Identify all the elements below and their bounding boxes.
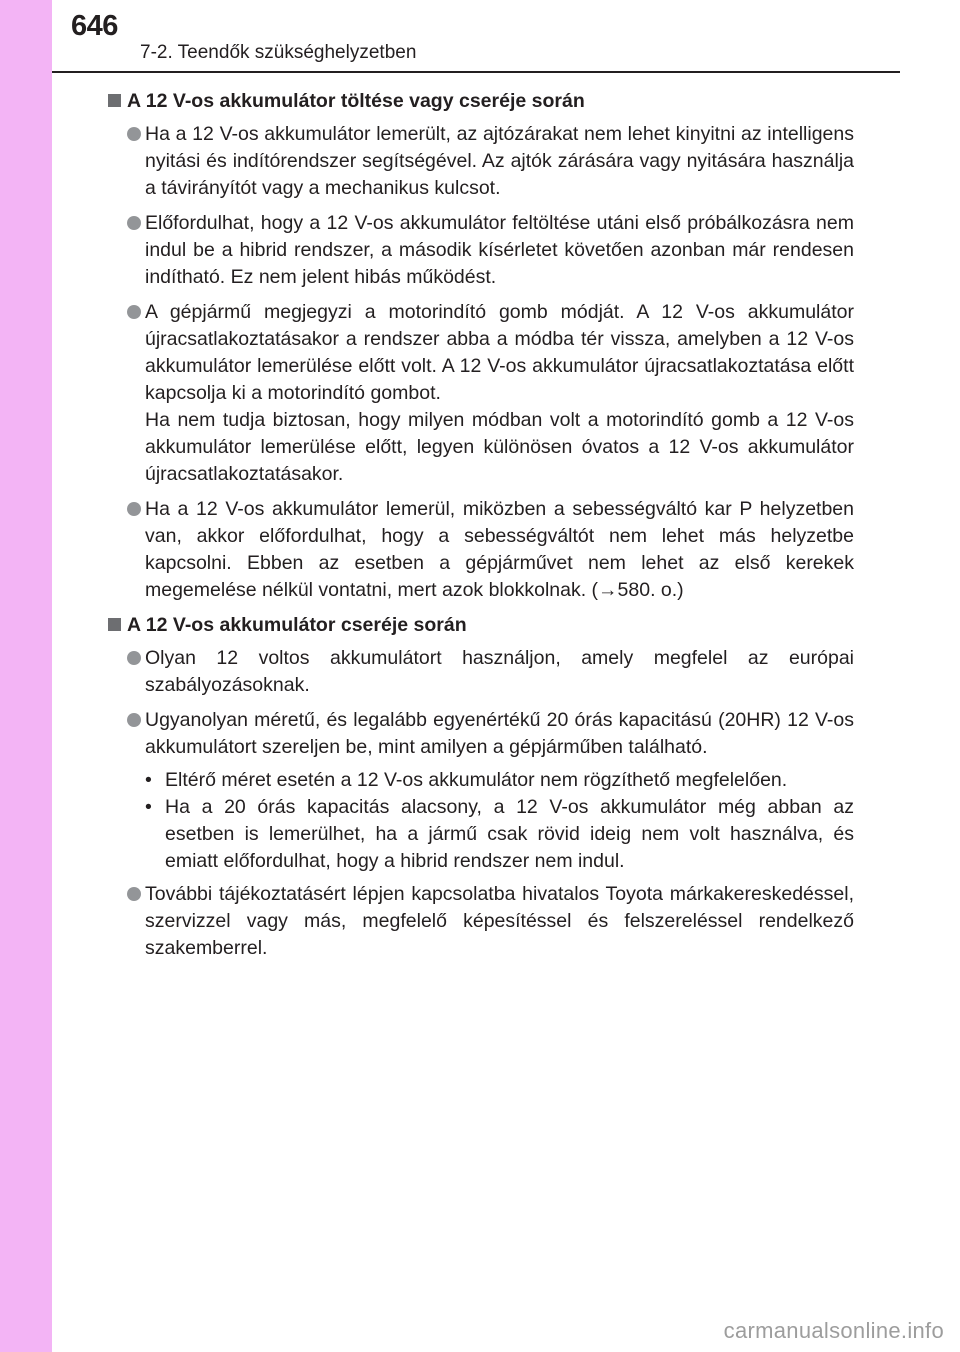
paragraph-text: Ugyanolyan méretű, és legalább egyenértékű 20 órás kapacitású (20HR) 12 V-os akkumulátort szereljen be, mint amilyen a gépjárműben található. [145,709,854,758]
section-heading [108,612,854,639]
circle-bullet-icon [127,502,141,516]
page-number: 646 [71,10,118,42]
sub-bullet-list [108,767,854,875]
paragraph-text: A gépjármű megjegyzi a motorindító gomb módját. A 12 V-os akkumulátor újracsatlakoztatásakor a rendszer abba a módba tér vissza, amelyben a 12 V-os akkumulátor lemerülése előtt volt. A 12 V-os akkumulátor újracsatlakoztatása előtt kapcsolja ki a motorindító gombot. [145,301,854,404]
small-bullet-icon: • [145,769,152,791]
square-bullet-icon [108,618,121,631]
bullet-paragraph [108,645,854,699]
bullet-paragraph [108,496,854,604]
bullet-paragraph [108,707,854,761]
circle-bullet-icon [127,651,141,665]
paragraph-text: Olyan 12 voltos akkumulátort használjon, amely megfelel az európai szabályozásoknak. [145,647,854,696]
circle-bullet-icon [127,305,141,319]
square-bullet-icon [108,94,121,107]
header-rule [52,71,900,73]
sub-bullet-item [145,794,854,875]
bullet-paragraph [108,121,854,202]
bullet-paragraph [108,299,854,488]
chapter-title: 7-2. Teendők szükséghelyzetben [140,42,417,63]
circle-bullet-icon [127,216,141,230]
bullet-paragraph [108,881,854,962]
sub-bullet-text: Ha a 20 órás kapacitás alacsony, a 12 V-os akkumulátor még abban az esetben is lemerülhet, ha a jármű csak rövid ideig nem volt használva, és emiatt előfordulhat, hogy a hibrid rendszer nem indul. [165,796,854,872]
circle-bullet-icon [127,887,141,901]
section-heading-text: A 12 V-os akkumulátor cseréje során [127,614,467,636]
page-content [108,88,854,970]
sub-bullet-text: Eltérő méret esetén a 12 V-os akkumulátor nem rögzíthető megfelelően. [165,769,788,791]
section-heading-text: A 12 V-os akkumulátor töltése vagy cseréje során [127,90,585,112]
paragraph-text: Ha a 12 V-os akkumulátor lemerült, az ajtózárakat nem lehet kinyitni az intelligens nyitási és indítórendszer segítségével. Az ajtók zárására vagy nyitására használja a távirányítót vagy a mechanikus kulcsot. [145,123,854,199]
sub-bullet-item [145,767,854,794]
circle-bullet-icon [127,713,141,727]
chapter-side-band [0,0,52,1352]
section-heading [108,88,854,115]
paragraph-text: További tájékoztatásért lépjen kapcsolatba hivatalos Toyota márkakereskedéssel, szervizzel vagy más, megfelelő képesítéssel és felszereléssel rendelkező szakemberrel. [145,883,854,959]
paragraph-text: Ha nem tudja biztosan, hogy milyen módban volt a motorindító gomb a 12 V-os akkumulátor lemerülése előtt, legyen különösen óvatos a 12 V-os akkumulátor újracsatlakoztatásakor. [145,409,854,485]
paragraph-text: Ha a 12 V-os akkumulátor lemerül, miközben a sebességváltó kar P helyzetben van, akkor előfordulhat, hogy a sebességváltót nem lehet más helyzetbe kapcsolni. Ebben az esetben a gépjárművet nem lehet az első kerekek megemelése nélkül vontatni, mert azok blokkolnak. (→580. o.) [145,498,854,601]
watermark: carmanualsonline.info [723,1318,944,1343]
circle-bullet-icon [127,127,141,141]
small-bullet-icon: • [145,796,152,818]
paragraph-text: Előfordulhat, hogy a 12 V-os akkumulátor feltöltése utáni első próbálkozásra nem indul be a hibrid rendszer, a második kísérletet követően azonban már rendesen indítható. Ez nem jelent hibás működést. [145,212,854,288]
bullet-paragraph [108,210,854,291]
